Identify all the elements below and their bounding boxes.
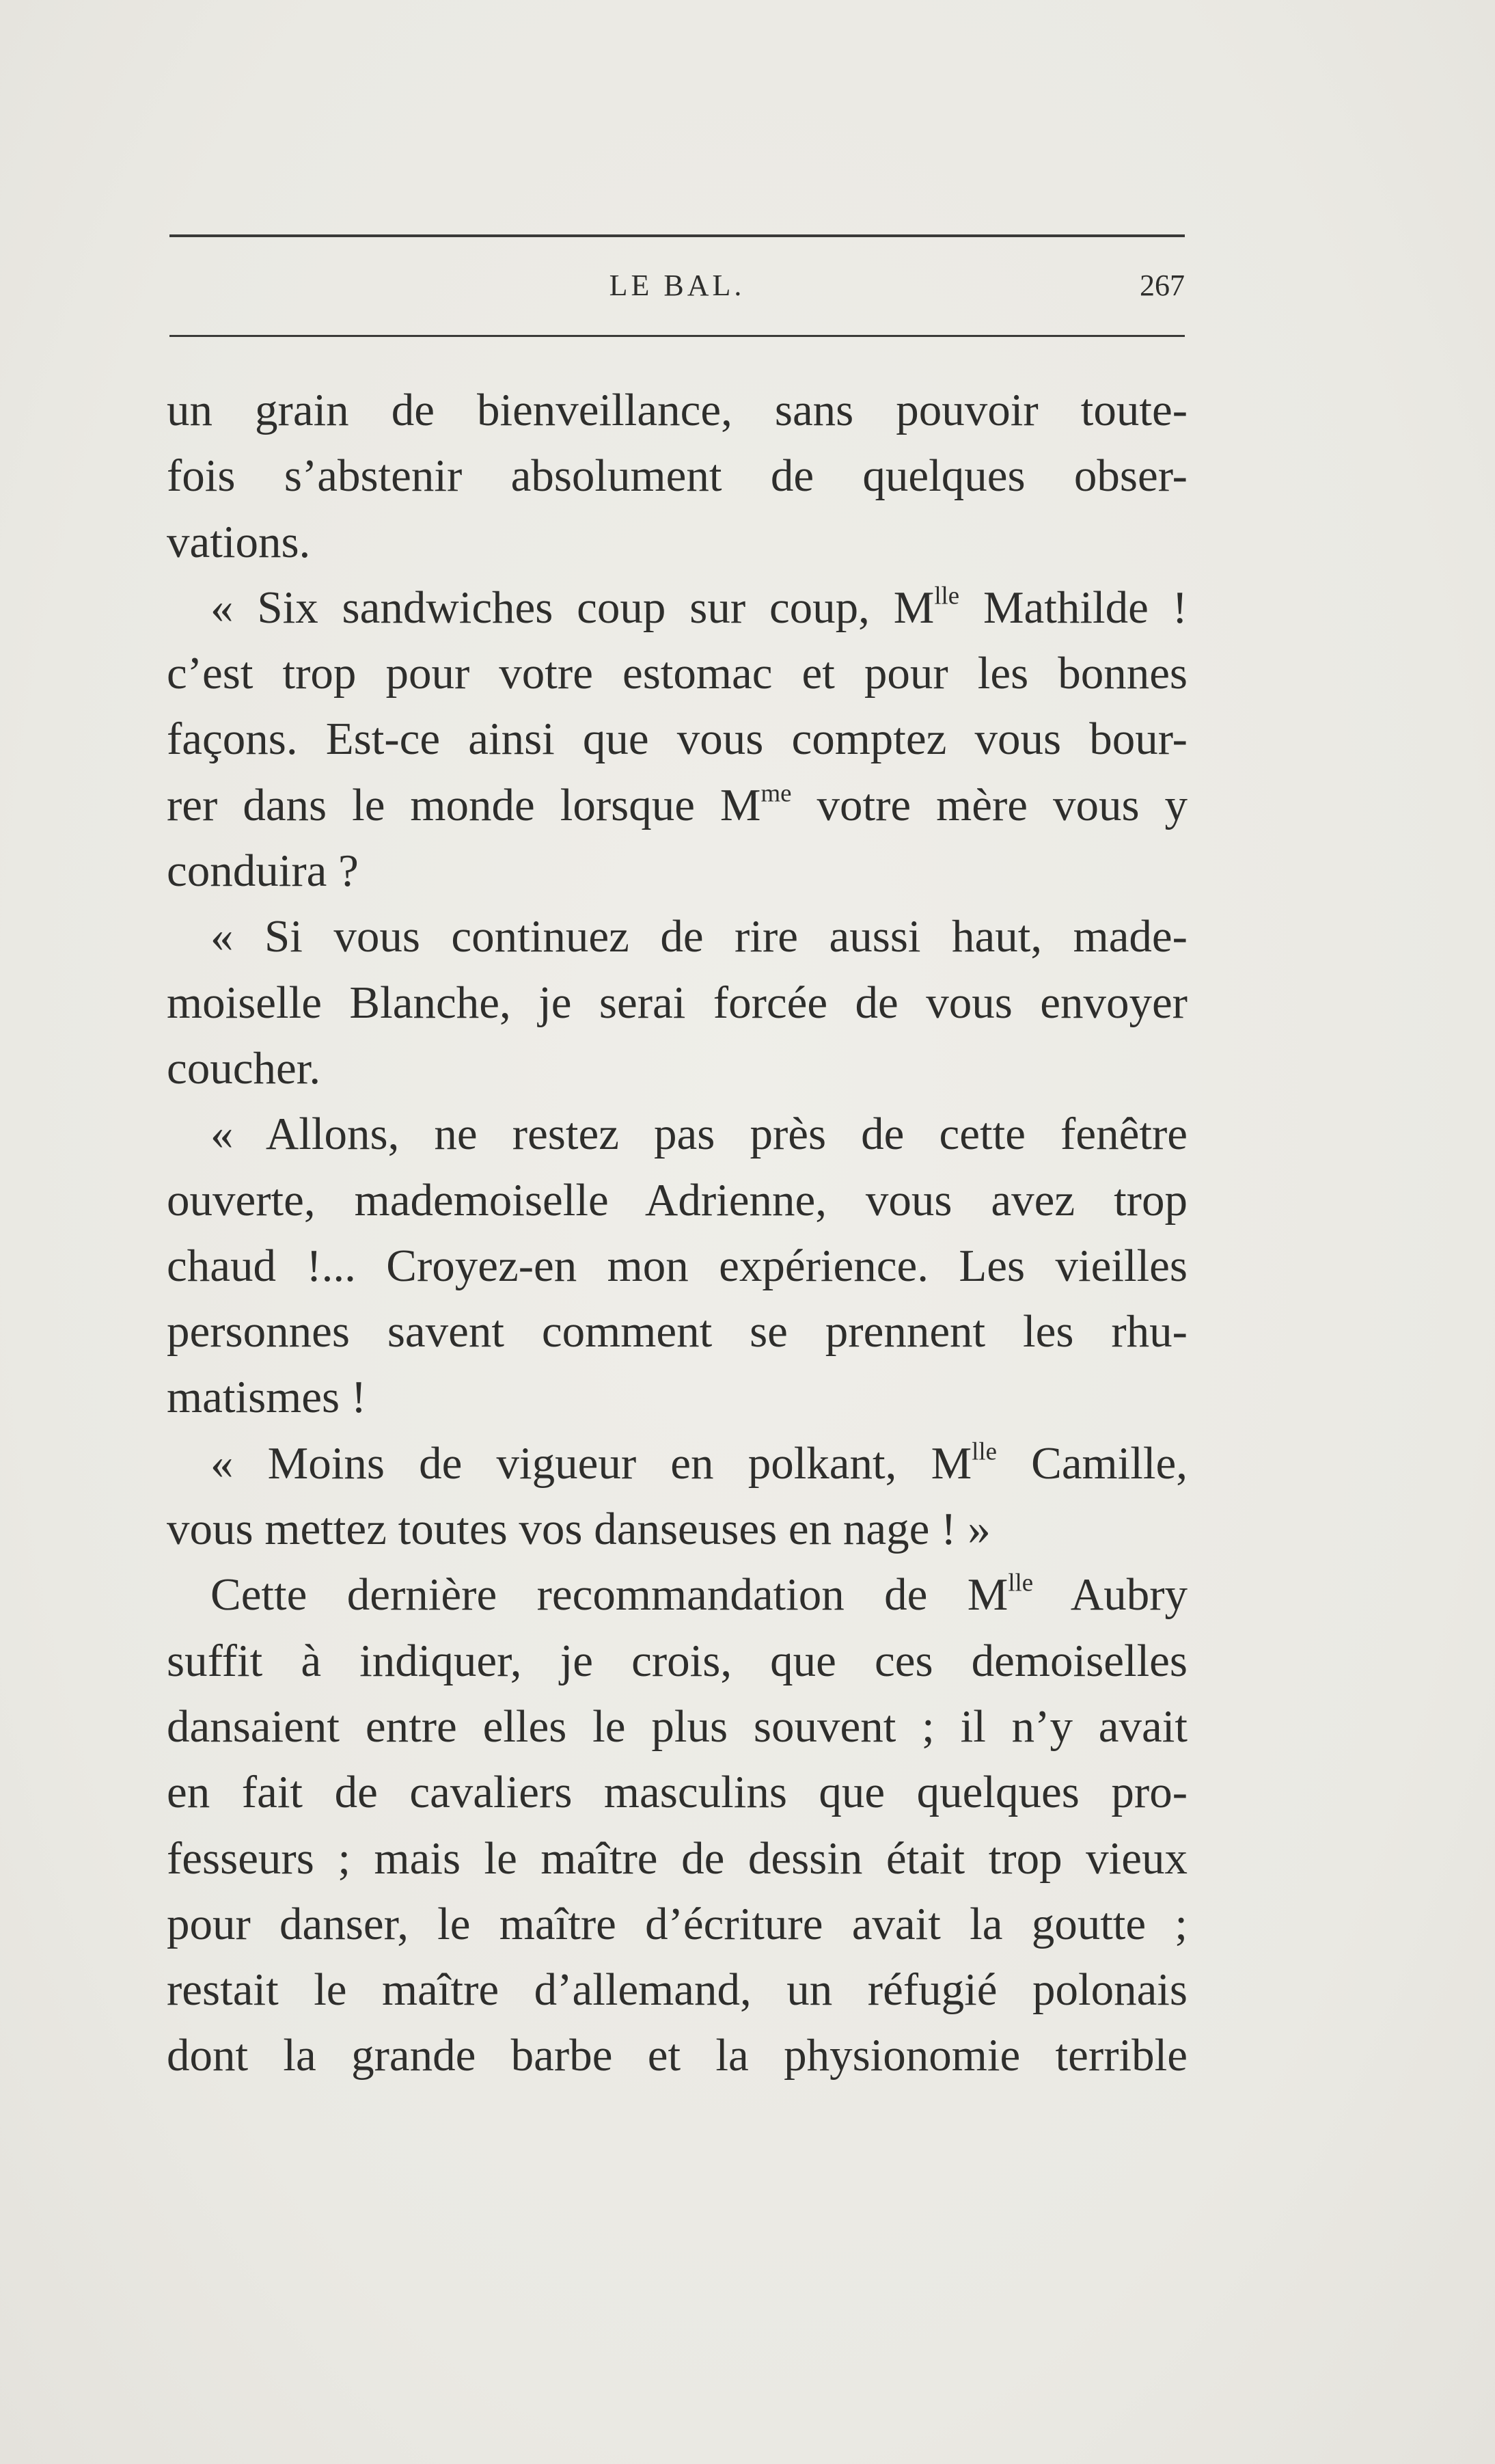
text-line: fesseurs ; mais le maître de dessin était trop vieux: [167, 1832, 1188, 1884]
text-line: matismes !: [167, 1372, 367, 1423]
text-line: ouverte, mademoiselle Adrienne, vous avez trop: [167, 1174, 1188, 1226]
text-line: conduira ?: [167, 845, 359, 897]
text-line: personnes savent comment se prennent les rhu-: [167, 1306, 1188, 1357]
page-number: 267: [1140, 269, 1185, 302]
header-rule-bottom: [169, 335, 1185, 337]
running-title: LE BAL.: [609, 269, 745, 302]
header-rule-top: [169, 234, 1185, 237]
text-line: pour danser, le maître d’écriture avait la goutte ;: [167, 1898, 1188, 1949]
text-line: restait le maître d’allemand, un réfugié polonais: [167, 1964, 1188, 2016]
text-line: moiselle Blanche, je serai forcée de vous envoyer: [167, 977, 1188, 1028]
text-line: suffit à indiquer, je crois, que ces demoiselles: [167, 1635, 1188, 1686]
text-line: « Six sandwiches coup sur coup, $M^{lle}$ Mathilde !: [210, 581, 1188, 633]
text-line: chaud !... Croyez-en mon expérience. Les vieilles: [167, 1240, 1188, 1291]
text-line: vations.: [167, 516, 311, 567]
text-line: en fait de cavaliers masculins que quelques pro-: [167, 1767, 1188, 1818]
text-line: « Moins de vigueur en polkant, $M^{lle}$ Camille,: [210, 1437, 1188, 1489]
text-line: rer dans le monde lorsque $M^{me}$ votre mère vous y: [167, 779, 1188, 830]
text-line: fois s’abstenir absolument de quelques obser-: [167, 450, 1188, 502]
text-line: dont la grande barbe et la physionomie terrible: [167, 2030, 1188, 2081]
text-line: « Allons, ne restez pas près de cette fenêtre: [210, 1109, 1188, 1160]
text-line: dansaient entre elles le plus souvent ; il n’y avait: [167, 1701, 1188, 1752]
text-line: vous mettez toutes vos danseuses en nage ! »: [167, 1504, 991, 1555]
text-line: Cette dernière recommandation de $M^{lle}$ Aubry: [210, 1568, 1188, 1621]
text-line: un grain de bienveillance, sans pouvoir toute-: [167, 385, 1188, 435]
text-line: façons. Est-ce ainsi que vous comptez vous bour-: [167, 714, 1188, 765]
text-line: « Si vous continuez de rire aussi haut, made-: [210, 911, 1188, 962]
body-text: [167, 377, 1188, 2089]
text-line: coucher.: [167, 1042, 321, 1094]
text-line: c’est trop pour votre estomac et pour les bonnes: [167, 648, 1188, 699]
running-header: [169, 265, 1185, 306]
